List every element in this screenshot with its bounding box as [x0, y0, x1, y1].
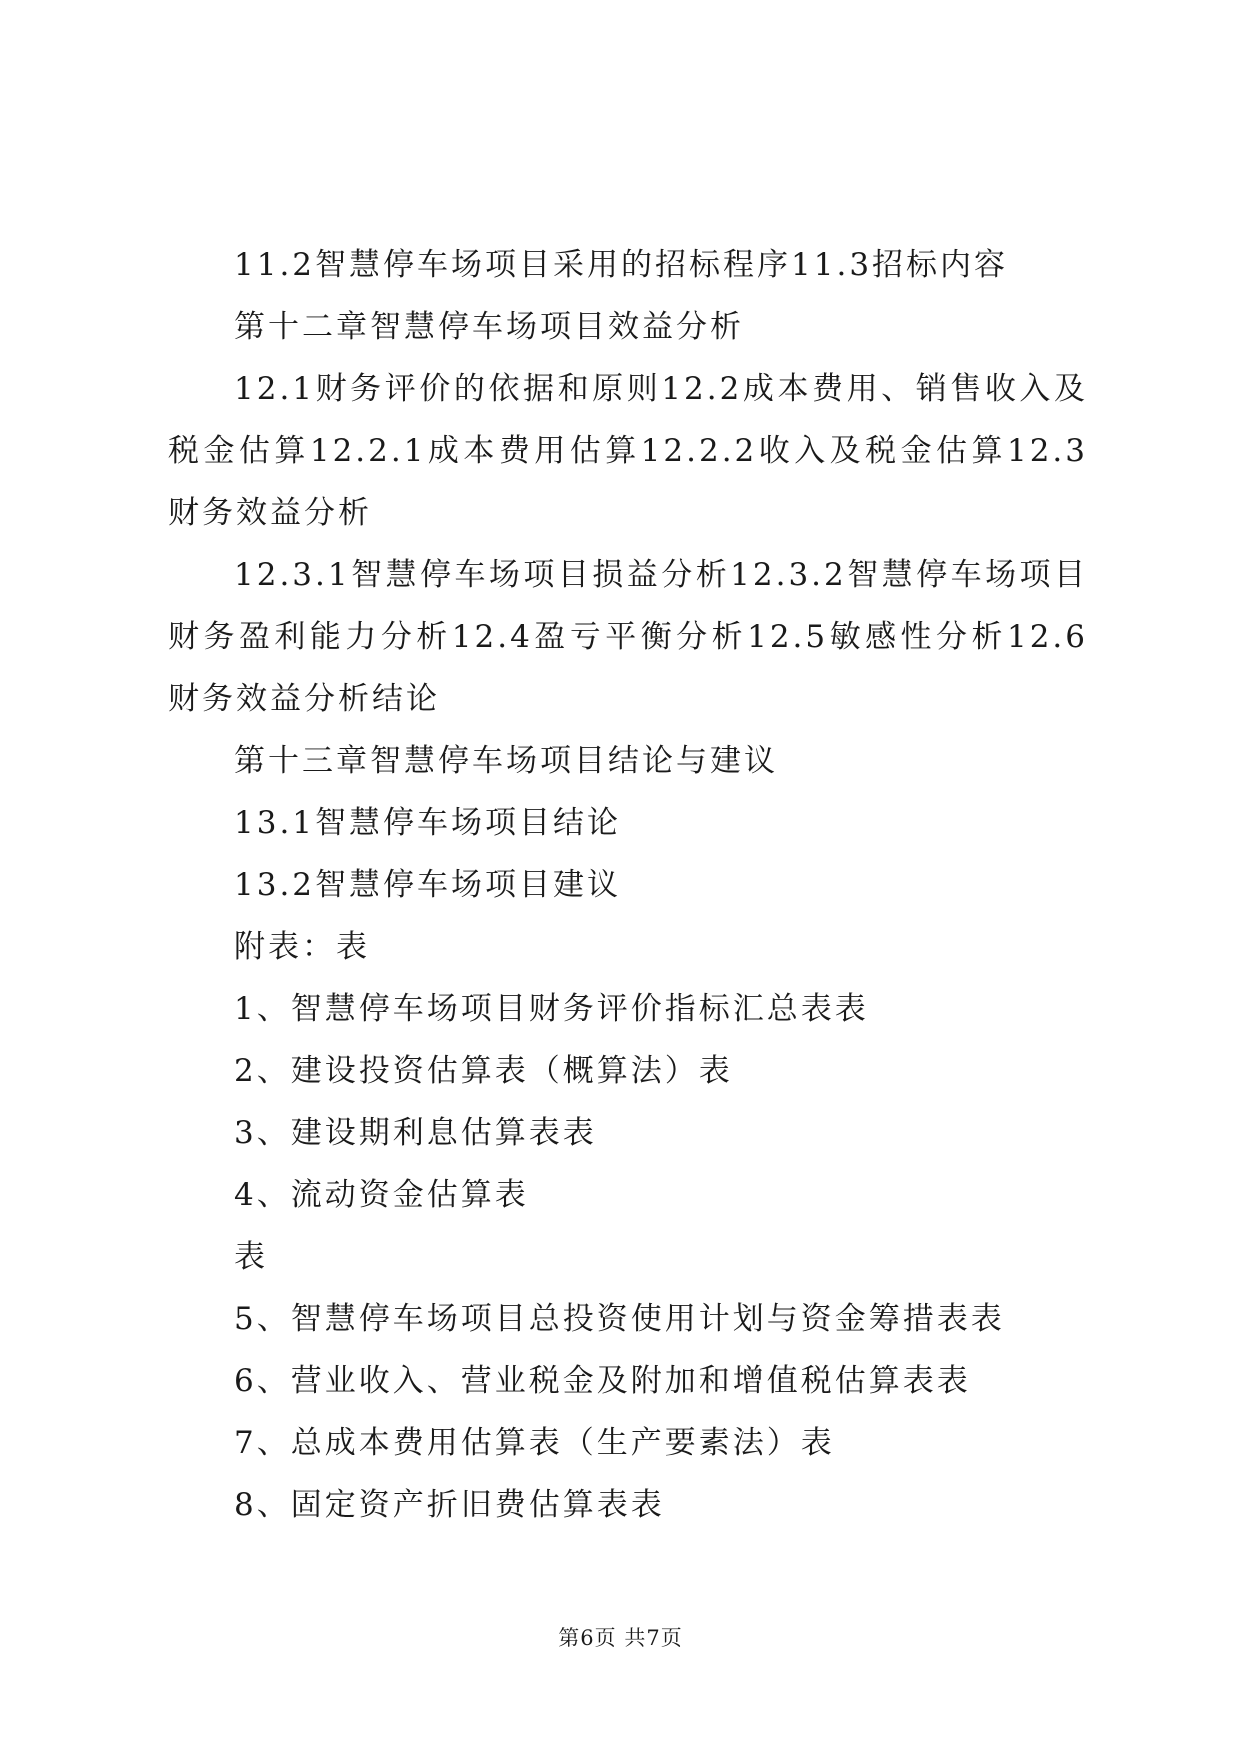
heading-chapter-12: 第十二章智慧停车场项目效益分析: [234, 309, 744, 345]
document-body: [168, 234, 1088, 1536]
appendix-item-3: 3、建设期利息估算表表: [234, 1115, 597, 1151]
appendix-item-4-continued: 表: [234, 1239, 268, 1275]
heading-chapter-13: 第十三章智慧停车场项目结论与建议: [234, 743, 778, 779]
paragraph-financial-evaluation: 12.1财务评价的依据和原则12.2成本费用、销售收入及税金估算12.2.1成本费用估算12.2.2收入及税金估算12.3财务效益分析: [168, 371, 1088, 531]
paragraph-tender-procedure: 11.2智慧停车场项目采用的招标程序11.3招标内容: [234, 247, 1009, 283]
appendix-item-1: 1、智慧停车场项目财务评价指标汇总表表: [234, 991, 869, 1027]
paragraph-suggestion: 13.2智慧停车场项目建议: [234, 867, 622, 903]
appendix-item-5: 5、智慧停车场项目总投资使用计划与资金筹措表表: [234, 1301, 1005, 1337]
appendix-item-7: 7、总成本费用估算表（生产要素法）表: [234, 1425, 835, 1461]
heading-appendix: 附表：表: [234, 929, 370, 965]
page-number-footer: 第6页 共7页: [558, 1626, 683, 1650]
appendix-item-8: 8、固定资产折旧费估算表表: [234, 1487, 665, 1523]
appendix-item-4: 4、流动资金估算表: [234, 1177, 529, 1213]
paragraph-profit-analysis: 12.3.1智慧停车场项目损益分析12.3.2智慧停车场项目财务盈利能力分析12.4盈亏平衡分析12.5敏感性分析12.6财务效益分析结论: [168, 557, 1088, 717]
appendix-item-2: 2、建设投资估算表（概算法）表: [234, 1053, 733, 1089]
paragraph-conclusion: 13.1智慧停车场项目结论: [234, 805, 622, 841]
appendix-item-6: 6、营业收入、营业税金及附加和增值税估算表表: [234, 1363, 971, 1399]
